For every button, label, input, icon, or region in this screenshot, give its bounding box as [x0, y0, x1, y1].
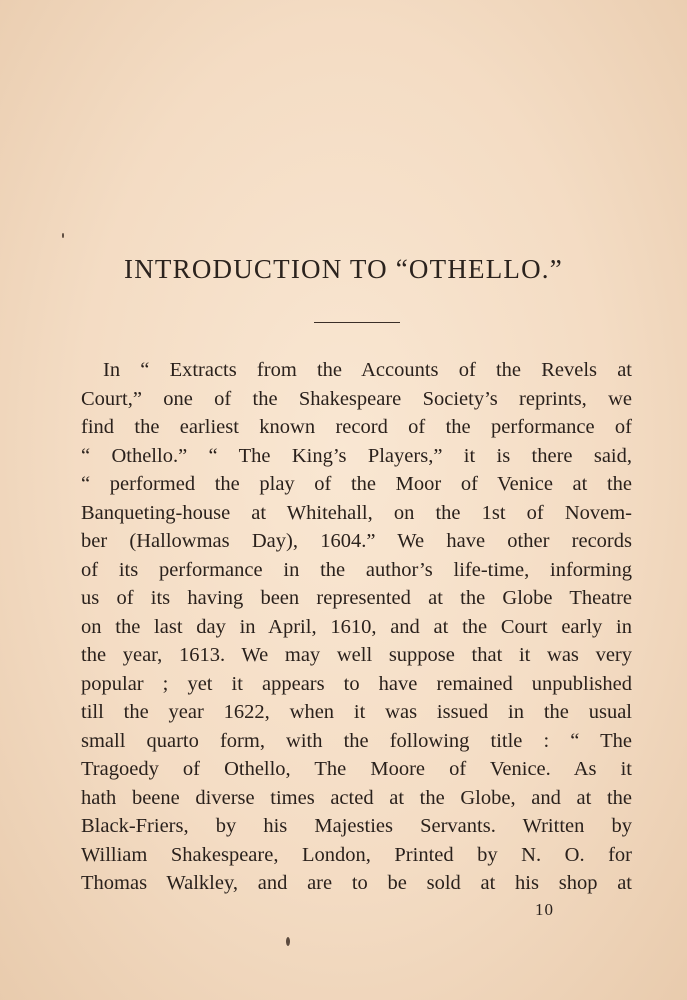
body-paragraph	[81, 356, 632, 898]
text-line: of its performance in the author’s life-time, informing	[81, 558, 632, 581]
heading-rule	[314, 322, 400, 323]
text-line: Tragoedy of Othello, The Moore of Venice. As it	[81, 758, 632, 780]
text-line: William Shakespeare, London, Printed by N. O. for	[81, 843, 632, 866]
text-line: In “ Extracts from the Accounts of the Revels at	[103, 359, 632, 381]
paper-speck	[62, 233, 64, 238]
text-line: Banqueting-house at Whitehall, on the 1st of Novem-	[81, 501, 632, 524]
text-line: ber (Hallowmas Day), 1604.” We have other records	[81, 530, 632, 552]
chapter-heading: INTRODUCTION TO “OTHELLO.”	[124, 254, 563, 284]
page-number: 10	[535, 900, 554, 919]
text-line: till the year 1622, when it was issued in the usual	[81, 701, 632, 723]
paper-speck	[286, 937, 290, 946]
text-line: hath beene diverse times acted at the Globe, and at the	[81, 786, 632, 809]
text-line: “ performed the play of the Moor of Venice at the	[81, 473, 632, 495]
text-line: find the earliest known record of the performance of	[81, 416, 632, 438]
text-line: “ Othello.” “ The King’s Players,” it is there said,	[81, 444, 632, 467]
text-line: us of its having been represented at the Globe Theatre	[81, 587, 632, 609]
text-line: small quarto form, with the following title : “ The	[81, 729, 632, 752]
text-line: Court,” one of the Shakespeare Society’s reprints, we	[81, 387, 632, 410]
text-line: popular ; yet it appears to have remained unpublished	[81, 672, 632, 695]
text-line: on the last day in April, 1610, and at the Court early in	[81, 615, 632, 638]
text-line: the year, 1613. We may well suppose that it was very	[81, 644, 632, 666]
text-line: Black-Friers, by his Majesties Servants. Written by	[81, 815, 632, 837]
text-line: Thomas Walkley, and are to be sold at his shop at	[81, 872, 632, 894]
